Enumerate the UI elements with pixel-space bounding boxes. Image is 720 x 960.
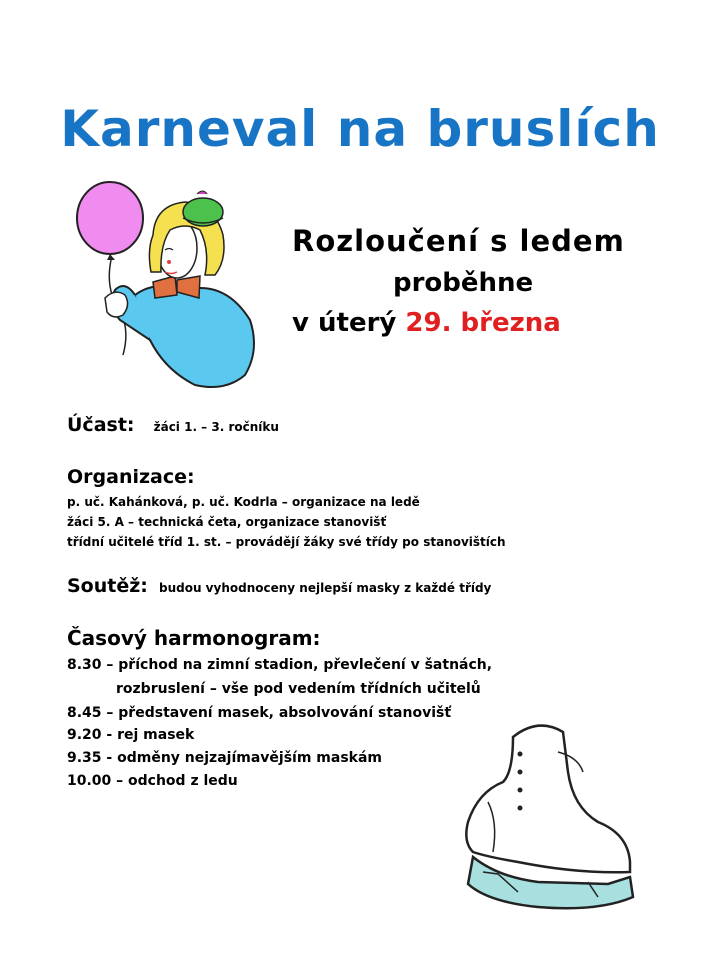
organization-line: třídní učitelé tříd 1. st. – provádějí žáky své třídy po stanovištích — [67, 535, 506, 549]
headline-date-line — [292, 308, 561, 338]
schedule-item: 10.00 – odchod z ledu — [67, 773, 238, 789]
participation-label: Účast: — [67, 414, 135, 436]
clown-with-balloon-illustration — [65, 180, 265, 395]
page-title: Karneval na bruslích — [60, 100, 660, 158]
competition-label: Soutěž: — [67, 575, 148, 597]
organization-line: žáci 5. A – technická četa, organizace stanovišť — [67, 515, 387, 529]
date-prefix: v úterý — [292, 308, 406, 338]
event-date: 29. března — [405, 308, 561, 338]
ice-skate-illustration — [458, 712, 643, 922]
competition-text: budou vyhodnoceny nejlepší masky z každé třídy — [158, 581, 492, 595]
schedule-item: 8.45 – představení masek, absolvování stanovišť — [67, 705, 452, 721]
schedule-item: rozbruslení – vše pod vedením třídních učitelů — [116, 681, 481, 697]
schedule-item: 8.30 – příchod na zimní stadion, převlečení v šatnách, — [67, 657, 493, 673]
schedule-item: 9.20 - rej masek — [67, 727, 195, 743]
headline-will-take-place: proběhne — [393, 268, 534, 298]
schedule-label: Časový harmonogram: — [67, 626, 321, 650]
competition-section — [67, 575, 491, 597]
organization-label: Organizace: — [67, 466, 195, 488]
headline-farewell: Rozloučení s ledem — [292, 224, 625, 258]
participation-text: žáci 1. – 3. ročníku — [153, 420, 279, 434]
organization-line: p. uč. Kahánková, p. uč. Kodrla – organizace na ledě — [67, 495, 420, 509]
schedule-item: 9.35 - odměny nejzajímavějším maskám — [67, 750, 383, 766]
participation-section — [67, 414, 279, 436]
